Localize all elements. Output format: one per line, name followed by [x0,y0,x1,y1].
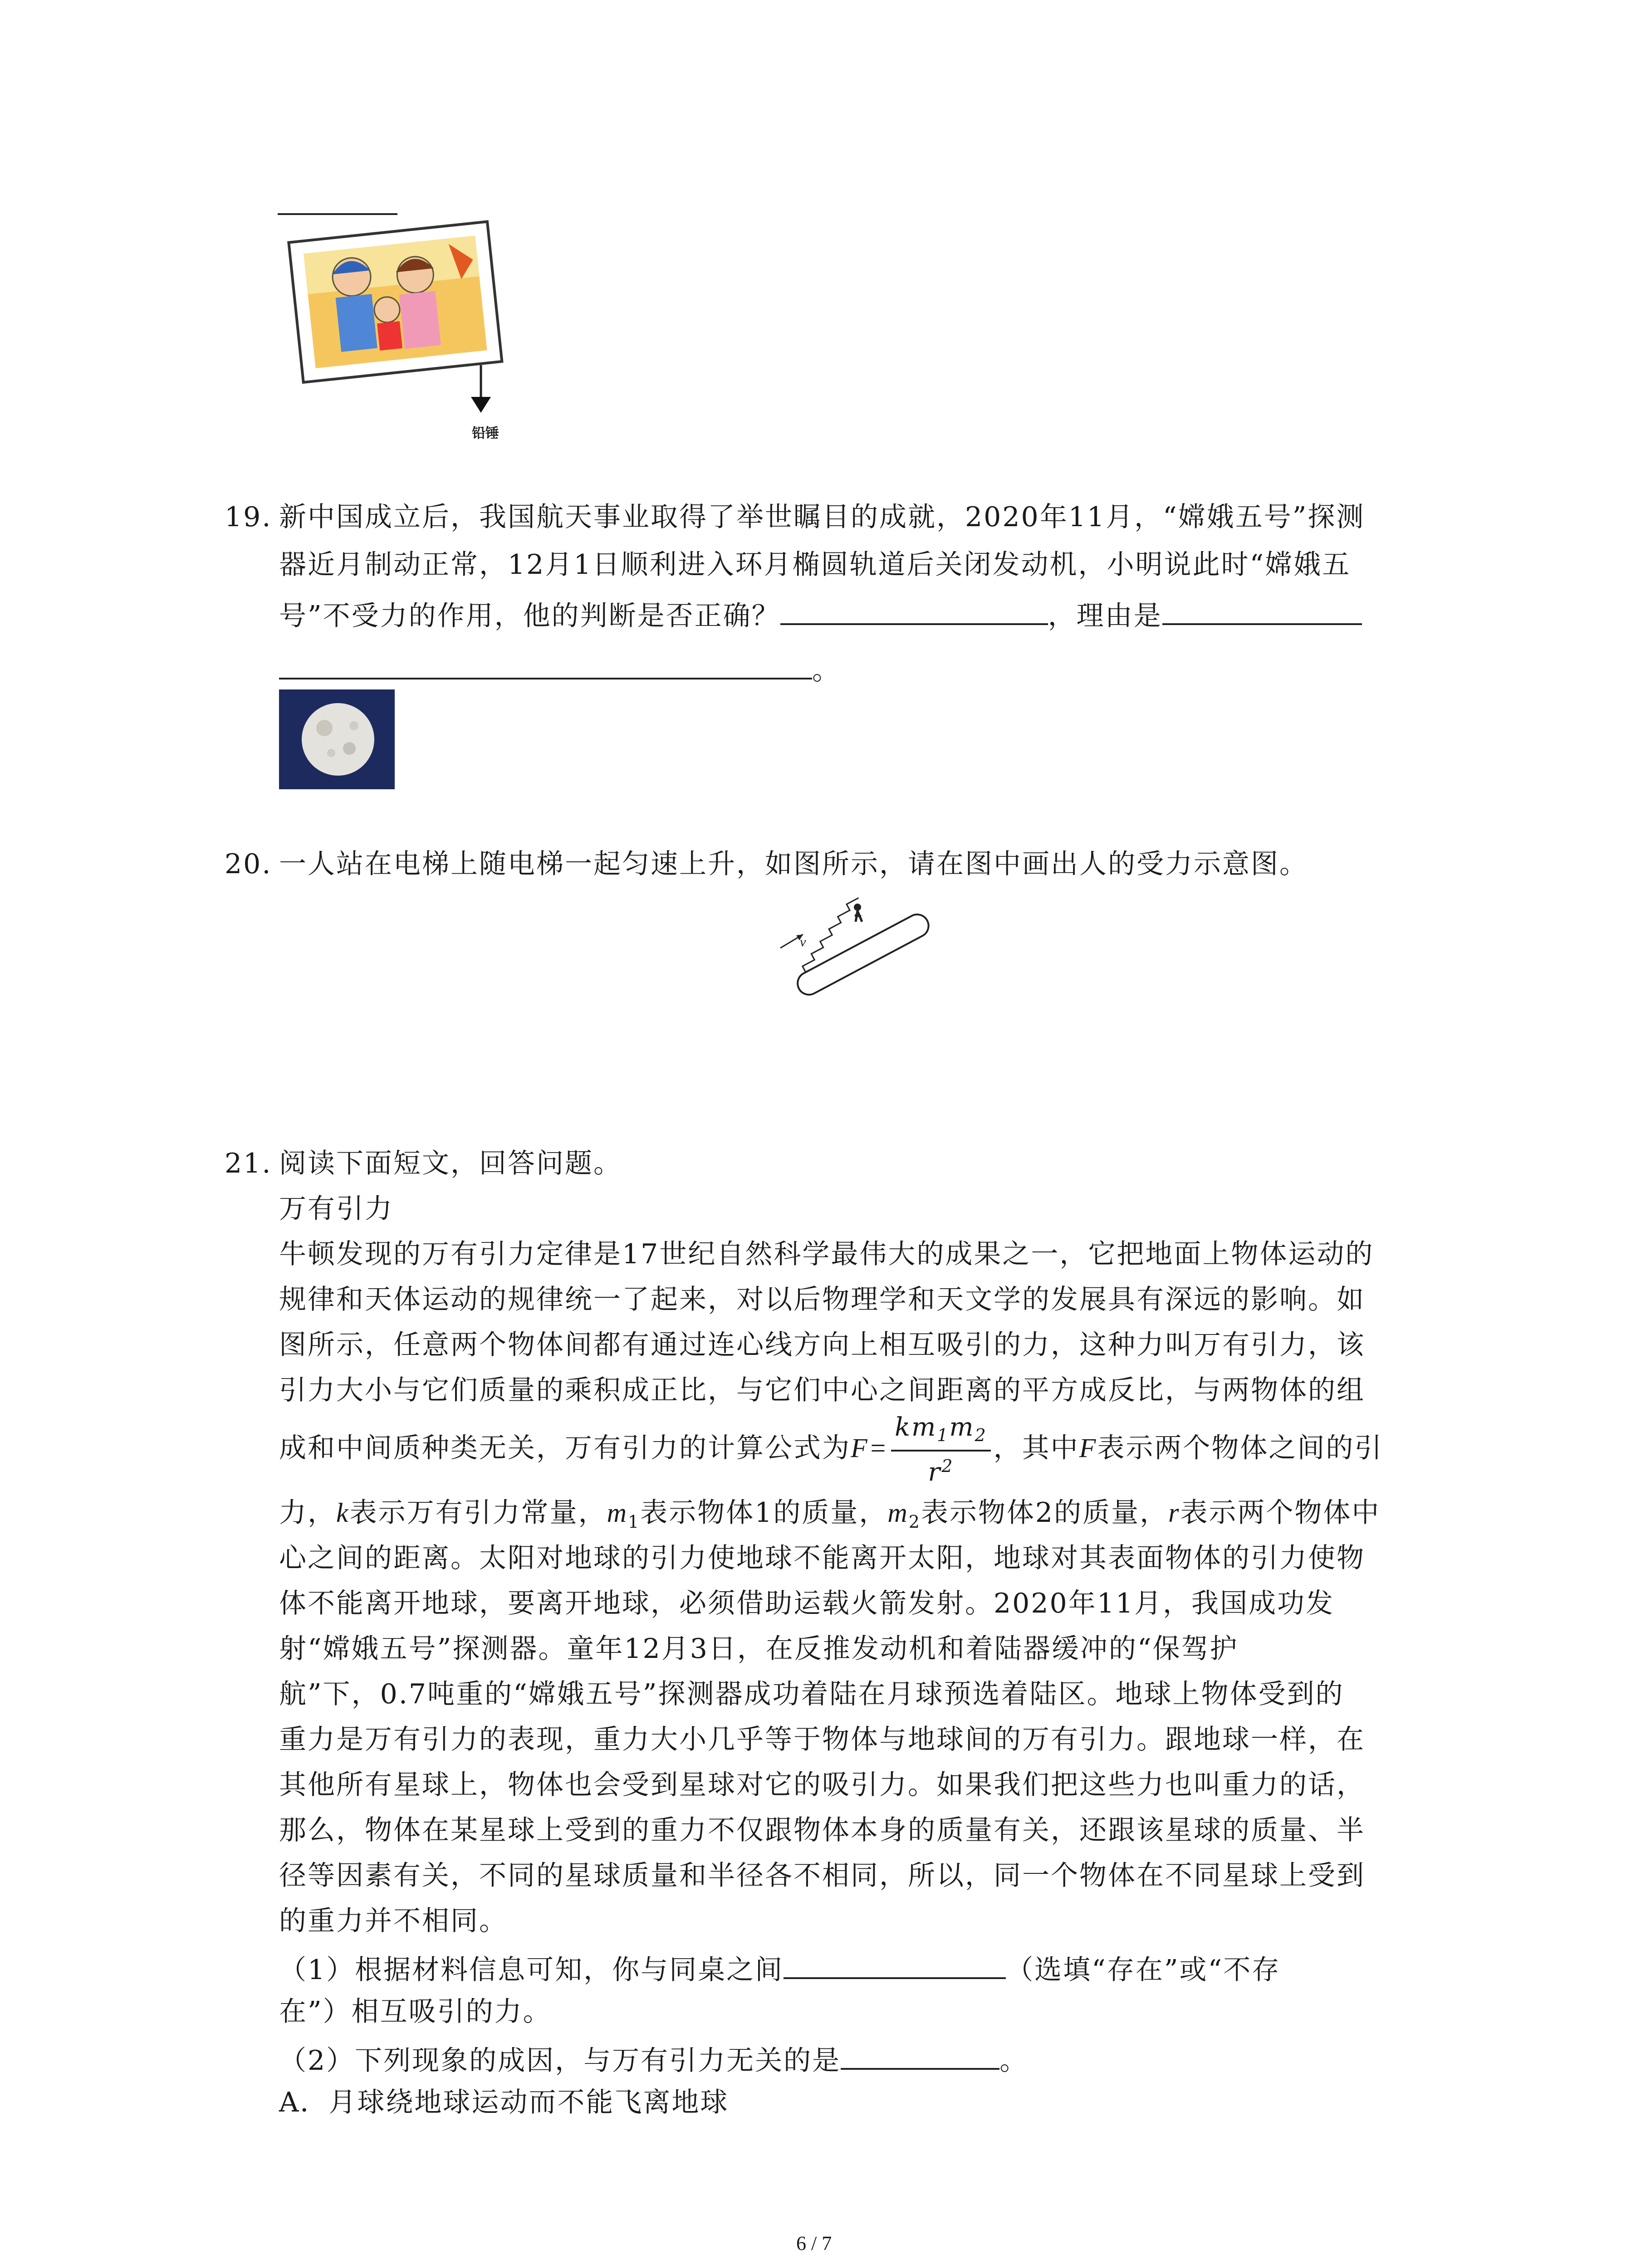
q21-formula-intro: 成和中间质种类无关，万有引力的计算公式为 [279,1432,851,1464]
q20-text: 一人站在电梯上随电梯一起匀速上升，如图所示，请在图中画出人的受力示意图。 [279,848,1308,880]
q21-sub1-options: （选填“存在”或“不存 [1006,1954,1281,1986]
q21-paragraph-line: 引力大小与它们质量的乘积成正比，与它们中心之间距离的平方成反比，与两物体的组 [279,1374,1365,1406]
q19-line4 [279,649,841,689]
velocity-label: v [800,934,806,949]
moon-image [279,689,395,789]
q21-paragraph-line: 其他所有星球上，物体也会受到星球对它的吸引力。如果我们把这些力也叫重力的话， [279,1769,1365,1801]
q21-paragraph-line: 径等因素有关，不同的星球质量和半径各不相同，所以，同一个物体在不同星球上受到 [279,1860,1365,1892]
q19-line3 [279,594,1362,634]
escalator-figure [771,894,953,1002]
q21-paragraph-line: 图所示，任意两个物体间都有通过连心线方向上相互吸引的力，这种力叫万有引力，该 [279,1329,1365,1361]
q19-reason-blank-2[interactable] [279,649,812,679]
q20-number: 20. [225,848,272,880]
q21-formula-line: 成和中间质种类无关，万有引力的计算公式为F= $\frac{km_1m_2}{r^2}$ ，其中F表示两个物体之间的引 [279,1413,1383,1487]
q21-paragraph-line: 重力是万有引力的表现，重力大小几乎等于物体与地球间的万有引力。跟地球一样，在 [279,1724,1365,1755]
q21-sub2-blank[interactable] [841,2039,999,2070]
q21-number: 21. [225,1148,272,1179]
gravity-formula-fraction: $\frac{km_1m_2}{r^2}$ [891,1413,991,1487]
q21-sub1-text: （1）根据材料信息可知，你与同桌之间 [279,1954,784,1986]
page-number: 6 / 7 [796,2232,832,2254]
q21-paragraph-line: 那么，物体在某星球上受到的重力不仅跟物体本身的质量有关，还跟该星球的质量、半 [279,1814,1365,1846]
q21-sub2-text: （2）下列现象的成因，与万有引力无关的是 [279,2045,841,2077]
q21-sub1 [279,1948,1280,1988]
q21-paragraph-line: 心之间的距离。太阳对地球的引力使地球不能离开太阳，地球对其表面物体的引力使物 [279,1542,1365,1574]
q19-number: 19. [225,501,272,533]
q19-reason-blank-1[interactable] [1162,594,1362,625]
q19-question-text: 号”不受力的作用，他的判断是否正确？ [279,600,780,632]
q21-title: 万有引力 [279,1193,393,1225]
q21-intro: 阅读下面短文，回答问题。 [279,1148,622,1179]
q21-paragraph-line: 规律和天体运动的规律统一了起来，对以后物理学和天文学的发展具有深远的影响。如 [279,1284,1365,1315]
q19-answer-blank[interactable] [780,594,1048,625]
q19-line2: 器近月制动正常，12月1日顺利进入环月椭圆轨道后关闭发动机，小明说此时“嫦娥五 [279,549,1351,581]
q21-sub1-cont: 在”）相互吸引的力。 [279,1996,552,2028]
q21-paragraph-line: 航”下，0.7吨重的“嫦娥五号”探测器成功着陆在月球预选着陆区。地球上物体受到的 [279,1678,1344,1710]
q19-line1: 新中国成立后，我国航天事业取得了举世瞩目的成就，2020年11月，“嫦娥五号”探测 [279,501,1365,533]
formula-F: F= [851,1433,889,1463]
q19-period: 。 [812,655,841,686]
q21-paragraph-line: 射“嫦娥五号”探测器。童年12月3日，在反推发动机和着陆器缓冲的“保驾护 [279,1633,1239,1665]
q19-reason-label: ，理由是 [1048,600,1162,632]
q21-paragraph-line: 的重力并不相同。 [279,1905,508,1937]
q21-sub2: （2）下列现象的成因，与万有引力无关的是 。 [279,2039,1028,2079]
q21-paragraph-line: 牛顿发现的万有引力定律是17世纪自然科学最伟大的成果之一，它把地面上物体运动的 [279,1238,1374,1270]
q18-answer-underline[interactable] [278,213,397,215]
q21-option-a[interactable]: A．月球绕地球运动而不能飞离地球 [279,2087,729,2118]
plumb-bob-label: 铅锤 [472,425,499,441]
q21-variables-line: 力，k表示万有引力常量，$m_1$表示物体1的质量，$m_2$表示物体2的质量，r表示两个物体中 [279,1497,1381,1532]
q21-sub1-blank[interactable] [784,1948,1006,1979]
q21-paragraph-line: 体不能离开地球，要离开地球，必须借助运载火箭发射。2020年11月，我国成功发 [279,1588,1335,1619]
picture-frame-figure [281,220,508,447]
